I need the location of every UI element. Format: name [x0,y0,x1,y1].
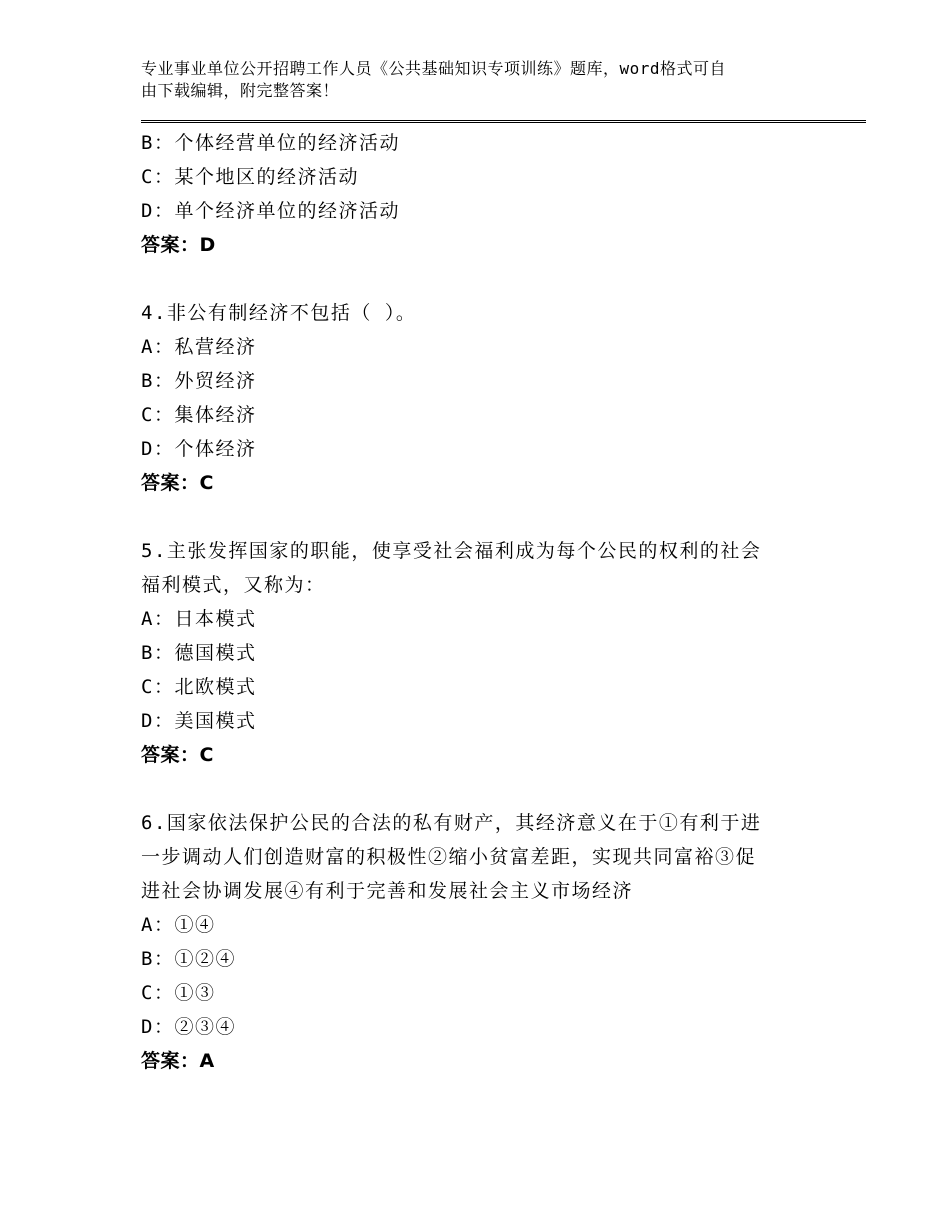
question-stem: 4.非公有制经济不包括（ ）。 [141,302,417,324]
option-b: B：个体经营单位的经济活动 [141,132,400,154]
option-b: B：德国模式 [141,642,257,664]
option-c: C：某个地区的经济活动 [141,166,359,188]
option-a: A：①④ [141,914,216,936]
answer: 答案：D [141,234,216,256]
option-d: D：单个经济单位的经济活动 [141,200,400,222]
question-stem: 6.国家依法保护公民的合法的私有财产，其经济意义在于①有利于进 [141,812,762,834]
option-a: A：私营经济 [141,336,257,358]
option-b: B：①②④ [141,948,236,970]
question-4 [141,296,821,500]
question-6 [141,806,821,1078]
answer: 答案：A [141,1050,215,1072]
question-5 [141,534,821,772]
option-b: B：外贸经济 [141,370,257,392]
question-stem: 进社会协调发展④有利于完善和发展社会主义市场经济 [141,880,634,902]
document-header [141,58,806,102]
answer: 答案：C [141,472,214,494]
option-a: A：日本模式 [141,608,257,630]
option-c: C：北欧模式 [141,676,257,698]
question-stem: 福利模式，又称为： [141,574,326,596]
question-stem: 一步调动人们创造财富的积极性②缩小贫富差距，实现共同富裕③促 [141,846,757,868]
question-stem: 5.主张发挥国家的职能，使享受社会福利成为每个公民的权利的社会 [141,540,762,562]
question-list [141,126,821,1078]
question-3 [141,126,821,262]
option-c: C：①③ [141,982,216,1004]
header-divider [141,120,866,123]
header-line-2: 由下载编辑，附完整答案！ [141,81,340,100]
option-c: C：集体经济 [141,404,257,426]
answer: 答案：C [141,744,214,766]
option-d: D：个体经济 [141,438,257,460]
option-d: D：②③④ [141,1016,236,1038]
option-d: D：美国模式 [141,710,257,732]
header-line-1: 专业事业单位公开招聘工作人员《公共基础知识专项训练》题库，word格式可自 [141,59,727,78]
